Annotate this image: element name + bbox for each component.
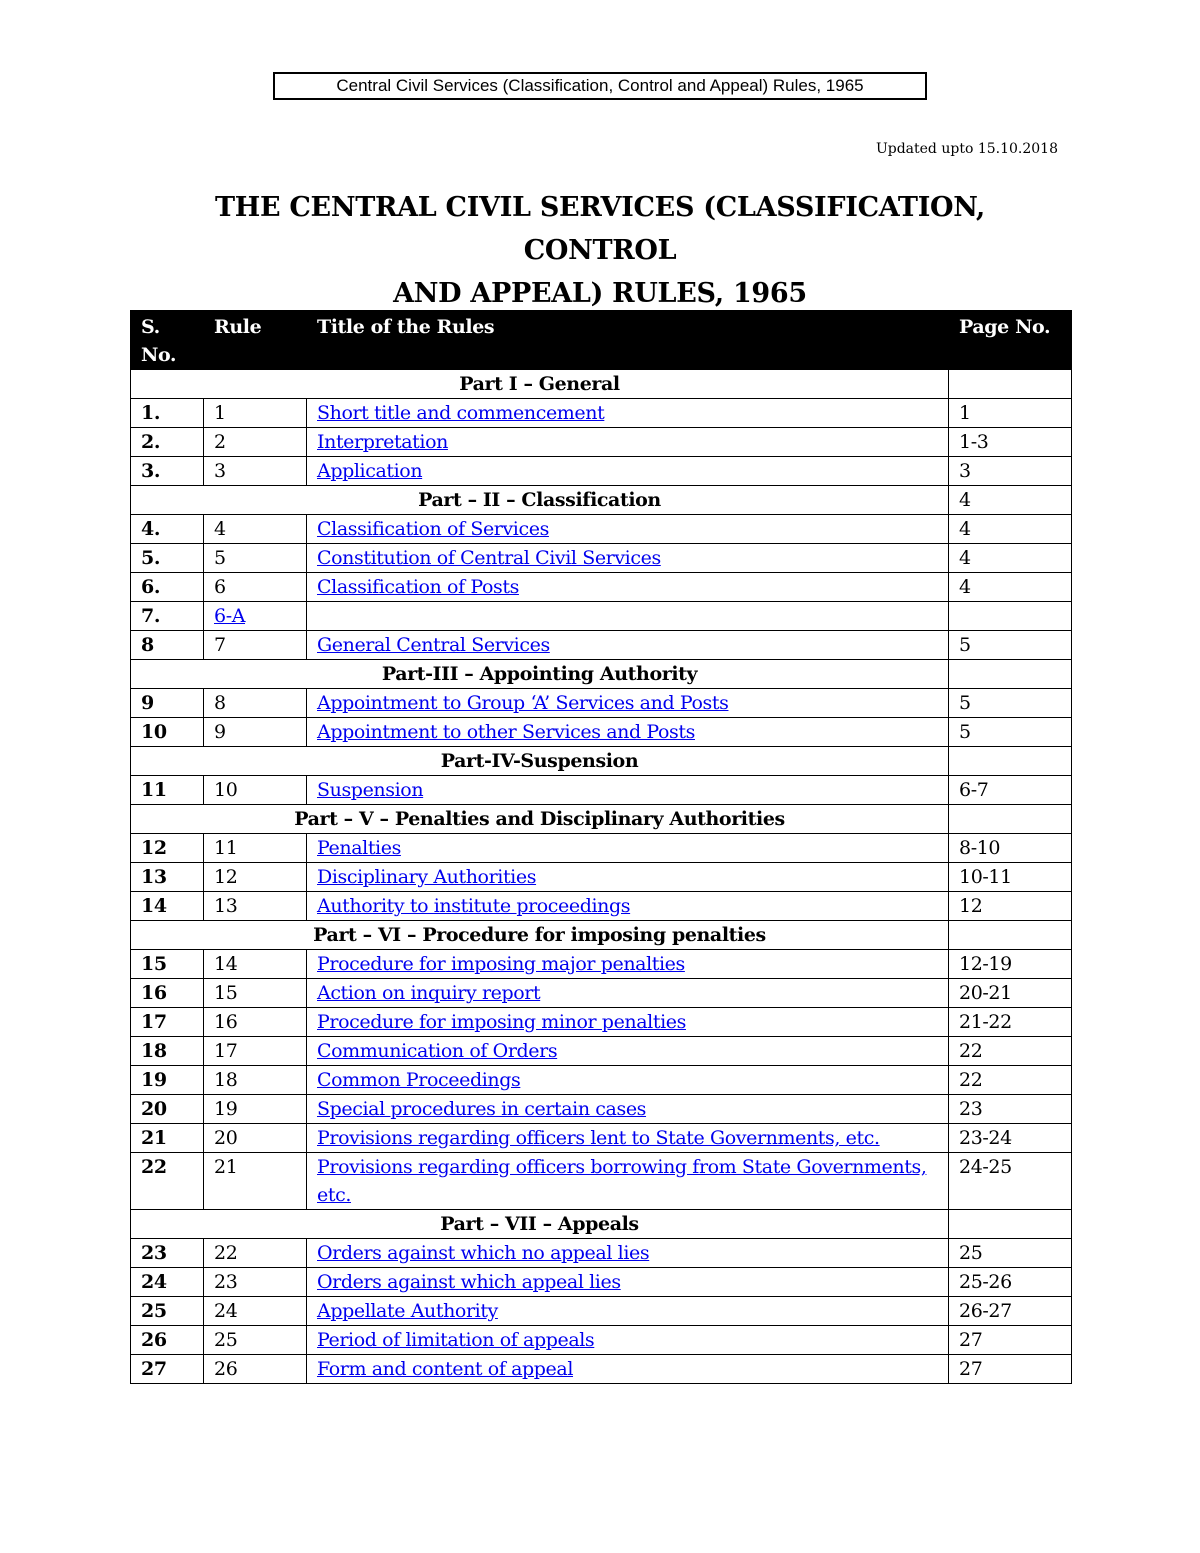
- rule-number: 25: [204, 1326, 307, 1355]
- rule-title-cell: [307, 515, 949, 544]
- table-row: [131, 573, 1072, 602]
- table-row: [131, 863, 1072, 892]
- serial-number: 24: [131, 1268, 204, 1297]
- rule-number: 14: [204, 950, 307, 979]
- table-row: [131, 515, 1072, 544]
- part-heading-row: [131, 921, 1072, 950]
- part-page-number: [949, 660, 1072, 689]
- page-number: 25: [949, 1239, 1072, 1268]
- rule-title-cell: [307, 428, 949, 457]
- rule-title-link[interactable]: Short title and commencement: [317, 402, 605, 424]
- serial-number: 26: [131, 1326, 204, 1355]
- rule-title-cell: [307, 1124, 949, 1153]
- part-heading-row: [131, 370, 1072, 399]
- part-page-number: [949, 370, 1072, 399]
- rule-number: 12: [204, 863, 307, 892]
- page-number: 6-7: [949, 776, 1072, 805]
- table-row: [131, 1124, 1072, 1153]
- serial-number: 4.: [131, 515, 204, 544]
- rule-title-cell: [307, 863, 949, 892]
- serial-number: 17: [131, 1008, 204, 1037]
- rule-title-link[interactable]: Form and content of appeal: [317, 1358, 574, 1380]
- rule-title-link[interactable]: Suspension: [317, 779, 424, 801]
- serial-number: 8: [131, 631, 204, 660]
- table-row: [131, 1355, 1072, 1384]
- part-page-number: [949, 805, 1072, 834]
- rule-title-cell: [307, 399, 949, 428]
- rule-title-cell: [307, 1037, 949, 1066]
- page-number: 26-27: [949, 1297, 1072, 1326]
- page-number: 4: [949, 544, 1072, 573]
- part-heading-row: [131, 1210, 1072, 1239]
- serial-number: 5.: [131, 544, 204, 573]
- rule-number: 5: [204, 544, 307, 573]
- rule-number: 17: [204, 1037, 307, 1066]
- page-number: 27: [949, 1355, 1072, 1384]
- part-heading-row: [131, 747, 1072, 776]
- part-heading: Part I – General: [131, 370, 949, 399]
- page-number: 4: [949, 515, 1072, 544]
- rule-title-cell: [307, 1326, 949, 1355]
- rule-number: 10: [204, 776, 307, 805]
- document-title: [140, 186, 1060, 315]
- rule-number: 20: [204, 1124, 307, 1153]
- table-row: [131, 979, 1072, 1008]
- table-row: [131, 399, 1072, 428]
- rule-title-link[interactable]: Classification of Posts: [317, 576, 519, 598]
- document-title-line-1: THE CENTRAL CIVIL SERVICES (CLASSIFICATION, CONTROL: [214, 192, 986, 266]
- page-number: 22: [949, 1037, 1072, 1066]
- page-number: 5: [949, 718, 1072, 747]
- column-header-page: Page No.: [949, 311, 1072, 370]
- rule-title-link[interactable]: Disciplinary Authorities: [317, 866, 537, 888]
- table-row: [131, 689, 1072, 718]
- part-heading: Part – VII – Appeals: [131, 1210, 949, 1239]
- rule-number: 3: [204, 457, 307, 486]
- rule-title-cell: [307, 1008, 949, 1037]
- serial-number: 15: [131, 950, 204, 979]
- rule-title-link[interactable]: Provisions regarding officers borrowing from State Governments, etc.: [317, 1156, 927, 1206]
- part-heading: Part-III – Appointing Authority: [131, 660, 949, 689]
- table-row: [131, 1326, 1072, 1355]
- rule-number: 15: [204, 979, 307, 1008]
- rule-title-cell: [307, 631, 949, 660]
- part-heading: Part – VI – Procedure for imposing penalties: [131, 921, 949, 950]
- column-header-rule: Rule: [204, 311, 307, 370]
- rule-number: 9: [204, 718, 307, 747]
- page-number: 5: [949, 689, 1072, 718]
- rule-number: 21: [204, 1153, 307, 1210]
- serial-number: 25: [131, 1297, 204, 1326]
- rule-number: 6: [204, 573, 307, 602]
- page-number: 23-24: [949, 1124, 1072, 1153]
- part-heading-row: [131, 805, 1072, 834]
- serial-number: 21: [131, 1124, 204, 1153]
- page-number: 10-11: [949, 863, 1072, 892]
- rule-number: 24: [204, 1297, 307, 1326]
- page-number: 8-10: [949, 834, 1072, 863]
- table-row: [131, 457, 1072, 486]
- serial-number: 16: [131, 979, 204, 1008]
- table-row: [131, 718, 1072, 747]
- page-number: 25-26: [949, 1268, 1072, 1297]
- updated-date: Updated upto 15.10.2018: [875, 141, 1058, 157]
- rule-title-cell: [307, 1095, 949, 1124]
- rule-title-cell: [307, 1297, 949, 1326]
- part-heading-row: [131, 486, 1072, 515]
- rule-title-cell: [307, 1239, 949, 1268]
- table-row: [131, 1095, 1072, 1124]
- page-number: 22: [949, 1066, 1072, 1095]
- rule-number: 8: [204, 689, 307, 718]
- table-row: [131, 1037, 1072, 1066]
- page-number: 21-22: [949, 1008, 1072, 1037]
- serial-number: 10: [131, 718, 204, 747]
- rule-title-link[interactable]: Action on inquiry report: [317, 982, 541, 1004]
- serial-number: 27: [131, 1355, 204, 1384]
- table-row: [131, 776, 1072, 805]
- rule-title-link[interactable]: Communication of Orders: [317, 1040, 558, 1062]
- rule-title-link[interactable]: Orders against which appeal lies: [317, 1271, 621, 1293]
- rule-title-link[interactable]: Application: [317, 460, 423, 482]
- page-number: 23: [949, 1095, 1072, 1124]
- rule-title-link[interactable]: Procedure for imposing minor penalties: [317, 1011, 686, 1033]
- rule-number: 7: [204, 631, 307, 660]
- rule-title-link[interactable]: General Central Services: [317, 634, 550, 656]
- serial-number: 18: [131, 1037, 204, 1066]
- page-number: [949, 602, 1072, 631]
- rule-number: 11: [204, 834, 307, 863]
- rule-title-link[interactable]: Constitution of Central Civil Services: [317, 547, 661, 569]
- rule-number: 22: [204, 1239, 307, 1268]
- part-page-number: [949, 1210, 1072, 1239]
- part-heading: Part – V – Penalties and Disciplinary Authorities: [131, 805, 949, 834]
- table-row: [131, 1008, 1072, 1037]
- running-header: [273, 72, 927, 100]
- part-heading: Part – II – Classification: [131, 486, 949, 515]
- serial-number: 13: [131, 863, 204, 892]
- table-row: [131, 631, 1072, 660]
- rule-title-cell: [307, 1268, 949, 1297]
- table-row: [131, 1268, 1072, 1297]
- table-row: [131, 602, 1072, 631]
- rule-title-cell: [307, 1153, 949, 1210]
- part-page-number: [949, 747, 1072, 776]
- part-page-number: 4: [949, 486, 1072, 515]
- rule-number: 4: [204, 515, 307, 544]
- rule-title-link[interactable]: Appointment to other Services and Posts: [317, 721, 695, 743]
- rule-number: 16: [204, 1008, 307, 1037]
- rule-number: 2: [204, 428, 307, 457]
- page-number: 20-21: [949, 979, 1072, 1008]
- rule-title-cell: [307, 979, 949, 1008]
- serial-number: 9: [131, 689, 204, 718]
- part-heading-row: [131, 660, 1072, 689]
- rule-title-cell: [307, 1066, 949, 1095]
- rule-number: 1: [204, 399, 307, 428]
- page-number: 12: [949, 892, 1072, 921]
- rule-title-link[interactable]: Orders against which no appeal lies: [317, 1242, 650, 1264]
- column-header-title: Title of the Rules: [307, 311, 949, 370]
- rule-number: 26: [204, 1355, 307, 1384]
- rule-title-cell: [307, 776, 949, 805]
- rule-title-link[interactable]: Procedure for imposing major penalties: [317, 953, 685, 975]
- rules-index-table: [130, 310, 1072, 1384]
- serial-number: 12: [131, 834, 204, 863]
- rule-title-link[interactable]: Authority to institute proceedings: [317, 895, 631, 917]
- rule-title-cell: [307, 457, 949, 486]
- table-body: [131, 370, 1072, 1384]
- serial-number: 22: [131, 1153, 204, 1210]
- page-number: 27: [949, 1326, 1072, 1355]
- part-page-number: [949, 921, 1072, 950]
- table-row: [131, 428, 1072, 457]
- page-number: 1: [949, 399, 1072, 428]
- rule-title-link[interactable]: Appellate Authority: [317, 1300, 498, 1322]
- table-row: [131, 1297, 1072, 1326]
- table-row: [131, 1153, 1072, 1210]
- page-number: 24-25: [949, 1153, 1072, 1210]
- document-title-line-2: AND APPEAL) RULES, 1965: [393, 278, 807, 309]
- rule-title-link[interactable]: Provisions regarding officers lent to State Governments, etc.: [317, 1127, 880, 1149]
- page-number: 12-19: [949, 950, 1072, 979]
- rule-title-link[interactable]: Penalties: [317, 837, 401, 859]
- rule-title-cell: [307, 602, 949, 631]
- table-row: [131, 1239, 1072, 1268]
- serial-number: 20: [131, 1095, 204, 1124]
- rule-number: 19: [204, 1095, 307, 1124]
- serial-number: 6.: [131, 573, 204, 602]
- rule-title-link[interactable]: Period of limitation of appeals: [317, 1329, 595, 1351]
- rule-title-cell: [307, 689, 949, 718]
- column-header-sno: S. No.: [131, 311, 204, 370]
- serial-number: 1.: [131, 399, 204, 428]
- rule-number: 13: [204, 892, 307, 921]
- table-row: [131, 892, 1072, 921]
- rule-title-cell: [307, 544, 949, 573]
- rule-title-link[interactable]: Classification of Services: [317, 518, 549, 540]
- rule-number-link[interactable]: 6-A: [214, 605, 246, 627]
- table-row: [131, 1066, 1072, 1095]
- rule-title-cell: [307, 892, 949, 921]
- rule-number-cell: [204, 602, 307, 631]
- serial-number: 23: [131, 1239, 204, 1268]
- page-number: 3: [949, 457, 1072, 486]
- page-number: 4: [949, 573, 1072, 602]
- table-row: [131, 950, 1072, 979]
- serial-number: 19: [131, 1066, 204, 1095]
- rule-number: 18: [204, 1066, 307, 1095]
- rule-title-link[interactable]: Interpretation: [317, 431, 448, 453]
- table-row: [131, 834, 1072, 863]
- rule-title-cell: [307, 573, 949, 602]
- rule-title-cell: [307, 950, 949, 979]
- rule-title-cell: [307, 1355, 949, 1384]
- table-row: [131, 544, 1072, 573]
- page-number: 5: [949, 631, 1072, 660]
- serial-number: 3.: [131, 457, 204, 486]
- rule-title-link[interactable]: Special procedures in certain cases: [317, 1098, 647, 1120]
- table-header-row: [131, 311, 1072, 370]
- rule-title-cell: [307, 718, 949, 747]
- rule-number: 23: [204, 1268, 307, 1297]
- rule-title-cell: [307, 834, 949, 863]
- page-number: 1-3: [949, 428, 1072, 457]
- serial-number: 7.: [131, 602, 204, 631]
- serial-number: 2.: [131, 428, 204, 457]
- part-heading: Part-IV-Suspension: [131, 747, 949, 776]
- rule-title-link[interactable]: Appointment to Group ‘A’ Services and Posts: [317, 692, 729, 714]
- serial-number: 11: [131, 776, 204, 805]
- running-header-text: Central Civil Services (Classification, Control and Appeal) Rules, 1965: [336, 76, 864, 95]
- serial-number: 14: [131, 892, 204, 921]
- rule-title-link[interactable]: Common Proceedings: [317, 1069, 521, 1091]
